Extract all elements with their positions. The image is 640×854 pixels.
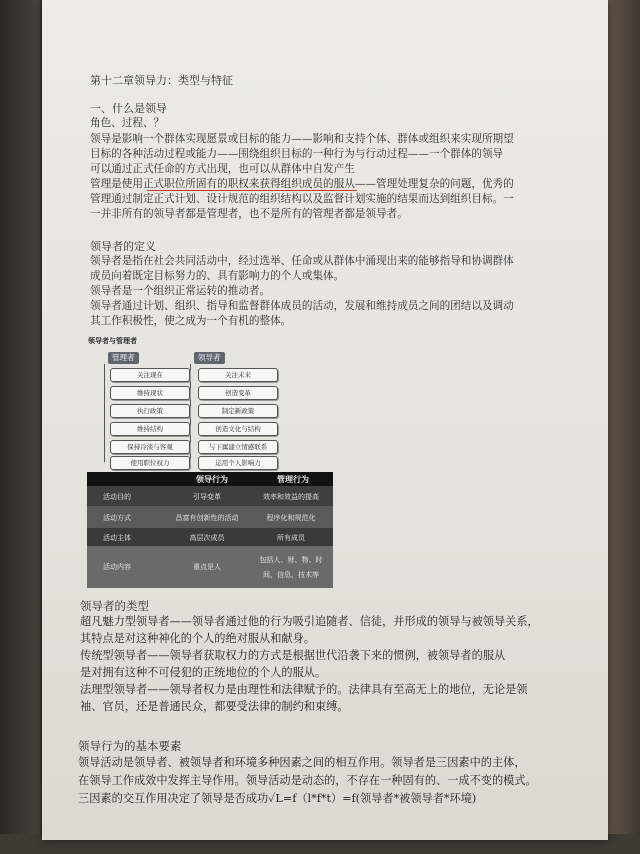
manager-item: 关注现在: [110, 368, 190, 382]
leader-item: 制定新政策: [198, 404, 278, 418]
table-header-row: [87, 472, 333, 486]
section3-line: 是对拥有这种不可侵犯的正统地位的个人的服从。: [80, 666, 327, 679]
table-cell: 引导变革: [193, 493, 221, 501]
section4-heading: 领导行为的基本要素: [78, 739, 182, 753]
leader-item: 运用个人影响力: [198, 456, 278, 470]
leader-item: 创造文化与结构: [198, 422, 278, 436]
section2-line: 领导者是指在社会共同活动中，经过选举、任命或从群体中涌现出来的能够指导和协调群体: [90, 255, 514, 267]
table-row-label: 活动目的: [103, 493, 131, 501]
section3-line: 袖、官员，还是普通民众，都要受法律的制约和束缚。: [80, 700, 349, 713]
table-cell: 包括人、财、物、时: [259, 556, 323, 564]
manager-item: 维持现状: [110, 386, 190, 400]
table-row-label: 活动内容: [103, 563, 131, 571]
section2-line: 领导者通过计划、组织、指导和监督群体成员的活动，发展和维持成员之间的团结以及调动: [90, 300, 514, 312]
diagram-connector: [104, 364, 105, 462]
section3-heading: 领导者的类型: [80, 599, 149, 613]
table-row-label: 活动方式: [103, 514, 131, 522]
desk-surface-left: [0, 0, 40, 854]
section3-line: 法理型领导者——领导者权力是由理性和法律赋予的。法律具有至高无上的地位，无论是领: [80, 683, 528, 696]
section1-line: 管理是使用正式职位所固有的职权来获得组织成员的服从——管理处理复杂的问题，优秀的: [90, 178, 514, 190]
section2-line: 成员向着既定目标努力的、具有影响力的个人或集体。: [90, 270, 345, 282]
section1-line: 目标的各种活动过程或能力——围绕组织目标的一种行为与行动过程——一个群体的领导: [90, 148, 504, 160]
table-row: [87, 486, 333, 506]
section1-line: 可以通过正式任命的方式出现，也可以从群体中自发产生: [90, 163, 355, 175]
leader-label: 领导者: [194, 352, 225, 364]
diagram-title: 领导者与管理者: [88, 337, 137, 345]
table-header: 领导行为: [196, 475, 228, 484]
table-header: 管理行为: [277, 475, 309, 484]
manager-label: 管理者: [108, 352, 139, 364]
diagram-connector: [190, 364, 191, 462]
chapter-title: 第十二章领导力：类型与特征: [90, 74, 233, 87]
table-row: [87, 528, 333, 546]
section2-heading: 领导者的定义: [90, 240, 156, 253]
table-row: [87, 546, 333, 588]
table-cell: 间、信息、技术等: [263, 571, 319, 579]
section3-line: 传统型领导者——领导者获取权力的方式是根据世代沿袭下来的惯例，被领导者的服从: [80, 649, 506, 662]
section2-line: 其工作积极性，使之成为一个有机的整体。: [90, 315, 292, 327]
section4-line: 三因素的交互作用决定了领导是否成功✓L=f（l*f*t）=f(领导者*被领导者*环境): [78, 792, 477, 805]
manager-item: 保持冷淡与客观: [110, 440, 190, 454]
leader-item: 关注未来: [198, 368, 278, 382]
section3-line: 其特点是对这种神化的个人的绝对服从和献身。: [80, 632, 315, 645]
section1-heading: 一、什么是领导: [90, 102, 167, 115]
manager-item: 维持结构: [110, 422, 190, 436]
section1-subtitle: 角色、过程、？: [90, 117, 165, 129]
section3-line: 超凡魅力型领导者——领导者通过他的行为吸引追随者、信徒，并形成的领导与被领导关系，: [80, 615, 539, 628]
comparison-table: [87, 472, 333, 588]
table-cell: 所有成员: [277, 534, 305, 542]
table-row: [87, 506, 333, 528]
table-cell: 昌富有创新性的活动: [175, 514, 239, 522]
table-cell: 重点是人: [193, 563, 221, 571]
manager-item: 执行政策: [110, 404, 190, 418]
pen-underline: [147, 190, 357, 191]
table-cell: 效率和效益的提高: [263, 493, 319, 501]
section1-line: 领导是影响一个群体实现愿景或目标的能力——影响和支持个体、群体或组织来实现所期望: [90, 133, 514, 145]
section4-line: 在领导工作成效中发挥主导作用。领导活动是动态的，不存在一种固有的、一成不变的模式。: [78, 774, 537, 787]
manager-item: 使用职位权力: [110, 456, 190, 470]
section1-line: 管理通过制定正式计划、设计规范的组织结构以及监督计划实施的结果而达到组织目标。一: [90, 193, 514, 205]
section2-line: 领导者是一个组织正常运转的推动者。: [90, 285, 271, 297]
leader-item: 创造变革: [198, 386, 278, 400]
leader-item: 与下属建立情感联系: [198, 440, 278, 454]
section1-line: 一并非所有的领导者都是管理者，也不是所有的管理者都是领导者。: [90, 208, 408, 220]
table-cell: 高层次成员: [189, 534, 225, 542]
section4-line: 领导活动是领导者、被领导者和环境多种因素之间的相互作用。领导者是三因素中的主体，: [78, 756, 526, 769]
table-cell: 程序化和规范化: [266, 514, 316, 522]
table-row-label: 活动主体: [103, 534, 131, 542]
